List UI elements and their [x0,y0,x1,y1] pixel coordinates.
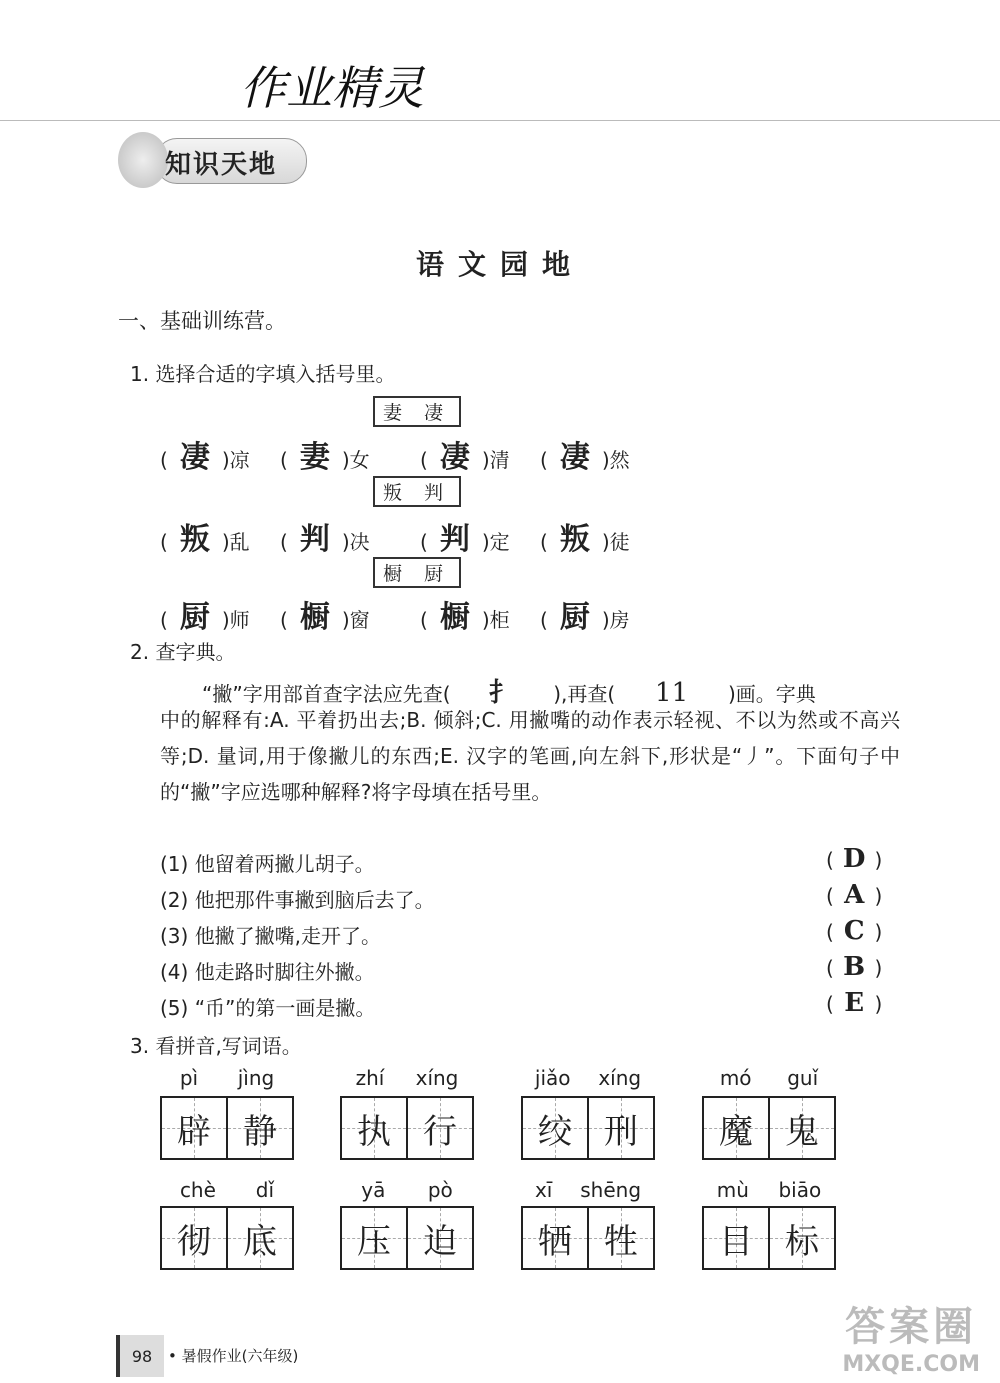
grid-cell [704,1098,768,1158]
banner-decoration-icon [118,132,168,188]
answer-radical: 扌 [488,678,515,708]
fill-blank-item: ( 凄 )凉 [160,432,250,476]
pinyin-syllable: xíng [415,1066,459,1090]
tianzige-grid [521,1206,655,1270]
word-suffix: 房 [609,608,630,632]
grid-cell [406,1208,472,1268]
fill-blank-item: ( 厨 )房 [540,592,630,636]
watermark-url: MXQE.COM [842,1352,980,1377]
q2-item-text: (5) “币”的第一画是撇。 [160,996,376,1020]
word-suffix: 凉 [229,448,250,472]
pinyin [521,1066,655,1090]
grid-cell [226,1098,292,1158]
pinyin-syllable: xíng [598,1066,642,1090]
grid-cell [523,1098,587,1158]
word-suffix: 定 [489,530,510,554]
grid-cell [342,1098,406,1158]
q2-item-answer: ( B ) [826,952,883,982]
pinyin [340,1066,474,1090]
grid-cell [342,1208,406,1268]
watermark-text: 答案圈 [845,1304,978,1350]
word-suffix: 窗 [349,608,370,632]
q2-item-answer: ( E ) [826,988,883,1018]
tianzige-grid [702,1206,836,1270]
pinyin-syllable: jìng [237,1066,275,1090]
answer-strokes: 11 [655,678,689,708]
q2-paragraph: 中的解释有:A. 平着扔出去;B. 倾斜;C. 用撇嘴的动作表示轻视、不以为然或不高兴等;D. 量词,用于像撇儿的东西;E. 汉字的笔画,向左斜下,形状是“丿”。下面句子中的“撇”字应选哪种解释?将字母填在括号里。 [160,708,900,804]
pinyin-syllable: dǐ [255,1178,275,1202]
fill-blank-item: ( 妻 )女 [280,432,370,476]
banner-label: 知识天地 [165,150,278,180]
watermark [842,1295,980,1377]
fill-blank-item: ( 厨 )师 [160,592,250,636]
handwritten-answer: 判 [439,522,470,557]
pinyin-syllable: biāo [778,1178,822,1202]
q2-item-text: (3) 他撇了撇嘴,走开了。 [160,924,382,948]
fill-blank-item: ( 判 )定 [420,514,510,558]
pinyin [702,1066,836,1090]
word-suffix: 柜 [489,608,510,632]
word-suffix: 师 [229,608,250,632]
fill-blank-item: ( 判 )决 [280,514,370,558]
pinyin-syllable: mù [716,1178,749,1202]
handwritten-answer: 凄 [559,440,590,475]
word-suffix: 女 [349,448,370,472]
grid-cell [587,1098,653,1158]
grid-cell [768,1208,834,1268]
handwritten-answer: 凄 [439,440,470,475]
pinyin [702,1178,836,1202]
fill-blank-item: ( 橱 )窗 [280,592,370,636]
word-suffix: 决 [349,530,370,554]
handwritten-char: 静 [243,1111,277,1152]
handwritten-char: 魔 [719,1111,753,1152]
q2-text-a: “撇”字用部首查字法应先查( [202,682,451,706]
q3-prompt: 3. 看拼音,写词语。 [130,1034,302,1058]
pinyin-syllable: mó [719,1066,752,1090]
handwritten-letter: D [842,844,866,874]
pinyin-syllable: chè [179,1178,216,1202]
word-suffix: 徒 [609,530,630,554]
pinyin [160,1066,294,1090]
tianzige-grid [340,1206,474,1270]
choice-box: 叛 判 [373,476,461,507]
tianzige-grid [702,1096,836,1160]
handwritten-char: 执 [357,1111,391,1152]
fill-blank-item: ( 橱 )柜 [420,592,510,636]
q2-prompt: 2. 查字典。 [130,640,236,664]
grid-cell [406,1098,472,1158]
pinyin [160,1178,294,1202]
grid-cell [587,1208,653,1268]
handwritten-answer: 叛 [179,522,210,557]
handwritten-letter: A [844,880,865,910]
q2-text-c: )画。字典 [727,682,816,706]
choice-box: 妻 凄 [373,396,461,427]
handwritten-answer: 叛 [559,522,590,557]
book-title: • 暑假作业(六年级) [168,1347,299,1365]
handwritten-answer: 橱 [439,600,470,635]
pinyin [521,1178,655,1202]
handwritten-answer: 判 [299,522,330,557]
pinyin-syllable: yā [361,1178,386,1202]
tianzige-grid [160,1096,294,1160]
handwritten-char: 绞 [538,1111,572,1152]
word-suffix: 然 [609,448,630,472]
grid-cell [162,1098,226,1158]
handwritten-char: 牺 [538,1221,572,1262]
handwritten-char: 行 [423,1111,457,1152]
fill-blank-item: ( 凄 )清 [420,432,510,476]
q2-item-answer: ( C ) [826,916,883,946]
q2-item-answer: ( D ) [826,844,883,874]
handwritten-char: 牲 [604,1221,638,1262]
handwritten-char: 标 [785,1221,819,1262]
q2-text-b: ),再查( [553,682,616,706]
pinyin-syllable: xī [534,1178,553,1202]
pinyin-syllable: zhí [355,1066,385,1090]
pinyin-syllable: pò [427,1178,453,1202]
fill-blank-item: ( 凄 )然 [540,432,630,476]
header-divider [0,120,1000,121]
handwritten-char: 鬼 [785,1111,819,1152]
grid-cell [523,1208,587,1268]
handwritten-answer: 厨 [179,600,210,635]
handwritten-char: 底 [243,1221,277,1262]
q2-item-text: (1) 他留着两撇儿胡子。 [160,852,375,876]
q2-item-answer: ( A ) [826,880,883,910]
grid-cell [162,1208,226,1268]
handwritten-title: 作业精灵 [240,61,424,115]
choice-box: 橱 厨 [373,557,461,588]
q2-item-text: (4) 他走路时脚往外撇。 [160,960,375,984]
pinyin-syllable: jiǎo [534,1066,571,1090]
handwritten-char: 刑 [604,1111,638,1152]
grid-cell [226,1208,292,1268]
fill-blank-item: ( 叛 )徒 [540,514,630,558]
handwritten-char: 目 [719,1221,753,1262]
page-number: 98 [116,1335,164,1377]
handwritten-char: 压 [357,1221,391,1262]
word-suffix: 乱 [229,530,250,554]
grid-cell [704,1208,768,1268]
pinyin-syllable: pì [179,1066,199,1090]
section-heading: 一、基础训练营。 [118,309,286,333]
pinyin [340,1178,474,1202]
handwritten-letter: B [843,952,866,982]
handwritten-answer: 橱 [299,600,330,635]
fill-blank-item: ( 叛 )乱 [160,514,250,558]
handwritten-answer: 妻 [299,440,330,475]
handwritten-char: 迫 [423,1221,457,1262]
q1-prompt: 1. 选择合适的字填入括号里。 [130,362,396,386]
grid-cell [768,1098,834,1158]
page-title: 语文园地 [415,248,584,281]
handwritten-char: 彻 [177,1221,211,1262]
word-suffix: 清 [489,448,510,472]
handwritten-char: 辟 [177,1111,211,1152]
handwritten-letter: E [844,988,865,1018]
pinyin-syllable: guǐ [787,1066,819,1090]
tianzige-grid [521,1096,655,1160]
tianzige-grid [160,1206,294,1270]
tianzige-grid [340,1096,474,1160]
q2-item-text: (2) 他把那件事撇到脑后去了。 [160,888,435,912]
handwritten-letter: C [843,916,865,946]
handwritten-answer: 凄 [179,440,210,475]
pinyin-syllable: shēng [580,1178,642,1202]
handwritten-answer: 厨 [559,600,590,635]
